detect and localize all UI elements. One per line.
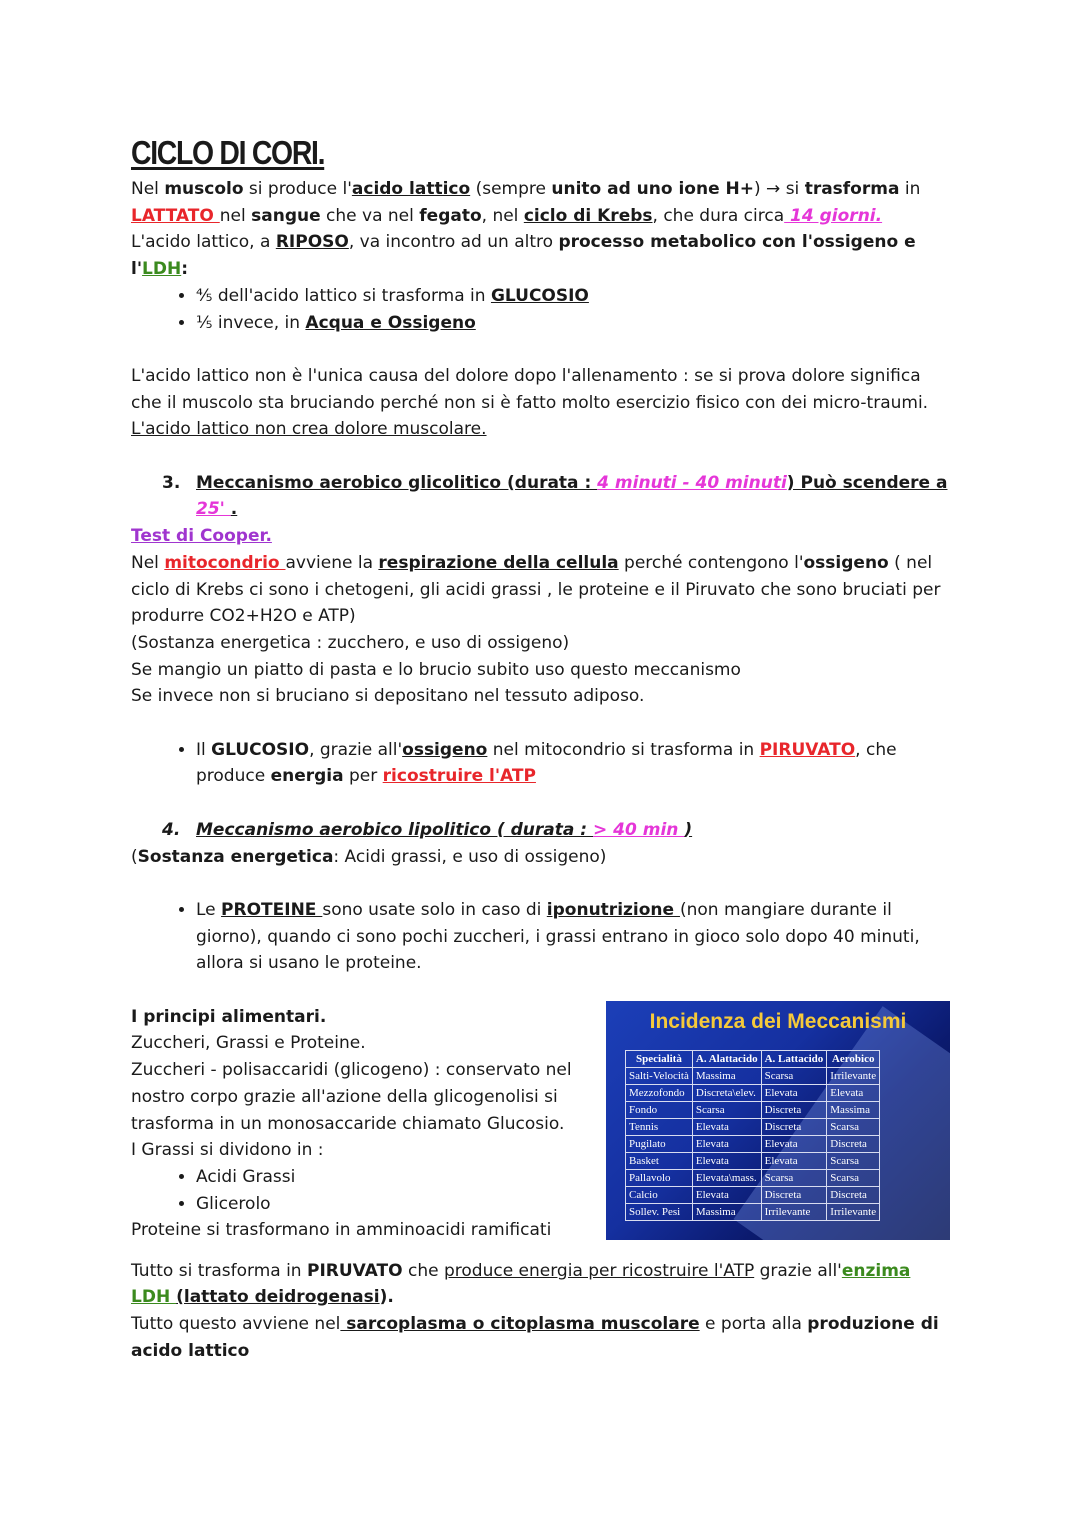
magenta-highlight-text: > 40 min: [593, 819, 685, 840]
text: (Sostanza energetica : zucchero, e uso di ossigeno): [131, 632, 570, 653]
bold-underlined-text: ) Può scendere a: [786, 472, 948, 493]
column-header: Aerobico: [827, 1050, 880, 1067]
text: sono usate solo in caso di: [322, 899, 547, 920]
bold-underlined-text: (lattato deidrogenasi: [176, 1287, 380, 1308]
green-highlight-text: LDH: [142, 259, 182, 280]
magenta-highlight-text: 25': [196, 499, 231, 520]
table-cell: Tennis: [626, 1118, 693, 1135]
text: si produce l': [243, 179, 352, 199]
table-cell: Massima: [692, 1067, 761, 1084]
bold-underlined-text: Acqua e Ossigeno: [305, 312, 476, 333]
table-cell: Sollev. Pesi: [626, 1203, 693, 1220]
table-row: [626, 1186, 880, 1203]
bold-text: ossigeno: [803, 552, 889, 573]
table-cell: Scarsa: [761, 1067, 827, 1084]
text: Zuccheri - polisaccaridi (glicogeno) : conservato nel nostro corpo grazie all'azione della glicogenolisi si trasforma in un monosaccaride chiamato Glucosio.: [131, 1060, 572, 1134]
red-highlight-text: LATTATO: [131, 205, 220, 226]
text: Se mangio un piatto di pasta e lo brucio subito uso questo meccanismo: [131, 659, 741, 680]
bold-text: sangue: [251, 205, 321, 226]
text: , va incontro ad un altro: [348, 232, 559, 253]
meccanismi-table: [625, 1050, 880, 1221]
text: , che produce: [196, 739, 897, 787]
list-item: [196, 737, 951, 790]
table-cell: Fondo: [626, 1101, 693, 1118]
bold-underlined-text: PROTEINE: [221, 899, 323, 920]
cooper-heading: [131, 523, 951, 550]
paragraph-sostanza-lipolitico: [131, 844, 951, 871]
text: L'acido lattico, a: [131, 232, 276, 253]
text: (: [131, 846, 138, 867]
table-cell: Irrilevante: [827, 1067, 880, 1084]
image-title: Incidenza dei Meccanismi: [649, 1009, 907, 1033]
green-highlight-text: enzima: [841, 1260, 911, 1281]
bold-text: :: [181, 259, 189, 280]
bold-text: ).: [379, 1287, 394, 1308]
text: che va nel: [320, 205, 420, 226]
bold-text: GLUCOSIO: [211, 739, 310, 760]
table-row: [626, 1067, 880, 1084]
bold-text: trasforma: [804, 179, 900, 199]
bold-underlined-text: GLUCOSIO: [490, 285, 589, 306]
text: , grazie all': [309, 739, 403, 760]
bold-text: unito ad uno ione H+: [551, 179, 755, 199]
text: (non mangiare durante il giorno), quando ci sono pochi zuccheri, i grassi entrano in gioco solo dopo 40 minuti, allora si usano le proteine.: [196, 899, 920, 974]
red-highlight-text: mitocondrio: [164, 552, 286, 573]
table-cell: Discreta: [761, 1118, 827, 1135]
table-row: [626, 1118, 880, 1135]
list-item: [162, 817, 951, 844]
list-item: [196, 283, 951, 310]
text: e porta alla: [699, 1314, 808, 1335]
text: Nel: [131, 552, 165, 573]
table-cell: Elevata: [692, 1135, 761, 1152]
text: grazie all': [754, 1260, 842, 1281]
text: Tutto si trasforma in: [131, 1260, 307, 1281]
text: Se invece non si bruciano si depositano nel tessuto adiposo.: [131, 686, 645, 707]
bold-underlined-text: .: [230, 499, 238, 520]
table-cell: Basket: [626, 1152, 693, 1169]
text: L'acido lattico non è l'unica causa del dolore dopo l'allenamento : se si prova dolore significa che il muscolo sta bruciando perché non si è fatto molto esercizio fisico con dei micro-traumi.: [131, 365, 929, 413]
list-item: [162, 470, 951, 523]
bold-text: muscolo: [164, 179, 244, 199]
table-cell: Pugilato: [626, 1135, 693, 1152]
principi-section: [131, 1004, 951, 1244]
table-cell: Discreta: [827, 1186, 880, 1203]
table-cell: Salti-Velocità: [626, 1067, 693, 1084]
table-cell: Elevata: [761, 1135, 827, 1152]
bold-underlined-text: Meccanismo aerobico glicolitico (durata :: [196, 472, 598, 493]
bullet-list-grassi: [131, 1164, 601, 1217]
text: ) → si: [754, 179, 805, 199]
text: nel: [219, 205, 252, 226]
bold-text: l': [131, 259, 143, 280]
bold-underlined-text: ): [684, 819, 693, 840]
item-4-aerobico-lipolitico: [131, 817, 951, 844]
table-cell: Scarsa: [761, 1169, 827, 1186]
text: perché contengono l': [618, 552, 804, 573]
bold-underlined-text: RIPOSO: [275, 232, 349, 253]
table-header-row: [626, 1050, 880, 1067]
item-3-aerobico-glicolitico: [131, 470, 951, 523]
list-item: [196, 310, 951, 337]
table-cell: Irrilevante: [827, 1203, 880, 1220]
table-cell: Scarsa: [827, 1169, 880, 1186]
bullet-list-piruvato: [131, 737, 951, 790]
list-item: [196, 897, 951, 977]
table-row: [626, 1169, 880, 1186]
table-cell: Elevata: [692, 1186, 761, 1203]
paragraph-riposo: [131, 229, 951, 282]
text: (sempre: [470, 179, 552, 199]
table-cell: Elevata: [692, 1118, 761, 1135]
underlined-text: L'acido lattico non crea dolore muscolare.: [131, 419, 487, 440]
magenta-highlight-text: 14 giorni.: [784, 205, 883, 226]
table-cell: Pallavolo: [626, 1169, 693, 1186]
purple-highlight-text: Test di Cooper.: [131, 526, 272, 547]
table-row: [626, 1203, 880, 1220]
column-header: A. Alattacido: [692, 1050, 761, 1067]
incidenza-meccanismi-image: [606, 1001, 950, 1240]
paragraph-piruvato-ldh: [131, 1258, 951, 1365]
text: per: [343, 766, 383, 787]
page-title: CICLO DI CORI.: [131, 134, 325, 171]
magenta-highlight-text: 4 minuti - 40 minuti: [597, 472, 787, 493]
table-cell: Discreta\elev.: [692, 1084, 761, 1101]
text: , nel: [481, 205, 524, 226]
column-header: A. Lattacido: [761, 1050, 827, 1067]
text: I Grassi si dividono in :: [131, 1140, 324, 1161]
table-cell: Scarsa: [827, 1152, 880, 1169]
table-cell: Massima: [692, 1203, 761, 1220]
text: ( nel ciclo di Krebs ci sono i chetogeni, gli acidi grassi , le proteine e il Piruvato che sono bruciati per produrre CO2+H2O e ATP): [131, 552, 941, 627]
table-cell: Scarsa: [692, 1101, 761, 1118]
table-cell: Irrilevante: [761, 1203, 827, 1220]
bold-text: Sostanza energetica: [137, 846, 334, 867]
table-cell: Calcio: [626, 1186, 693, 1203]
bold-text: fegato: [419, 205, 482, 226]
bold-underlined-text: acido lattico: [351, 179, 471, 199]
bold-text: energia: [270, 766, 344, 787]
table-cell: Elevata: [827, 1084, 880, 1101]
table-cell: Scarsa: [827, 1118, 880, 1135]
bold-underlined-text: respirazione della cellula: [378, 552, 619, 573]
text: avviene la: [285, 552, 379, 573]
principi-text: [131, 1004, 601, 1244]
bullet-list-glucosio: [131, 283, 951, 336]
green-highlight-text: LDH: [131, 1287, 177, 1308]
text: Le: [196, 899, 222, 920]
list-item: • Acidi Grassi: [196, 1164, 601, 1191]
table-cell: Elevata: [761, 1152, 827, 1169]
list-number: 4.: [162, 819, 181, 840]
red-highlight-text: PIRUVATO: [759, 739, 856, 760]
section-heading: I principi alimentari.: [131, 1006, 327, 1027]
table-cell: Mezzofondo: [626, 1084, 693, 1101]
text: in: [899, 179, 921, 199]
text: ⅘ dell'acido lattico si trasforma in: [196, 285, 491, 306]
table-row: [626, 1135, 880, 1152]
table-row: [626, 1084, 880, 1101]
table-cell: Elevata: [761, 1084, 827, 1101]
text: Proteine si trasformano in amminoacidi ramificati: [131, 1220, 552, 1241]
text: Tutto questo avviene nel: [131, 1314, 341, 1335]
text: : Acidi grassi, e uso di ossigeno): [333, 846, 607, 867]
underlined-text: produce energia per ricostruire l'ATP: [443, 1260, 755, 1281]
table-cell: Massima: [827, 1101, 880, 1118]
red-highlight-text: ricostruire l'ATP: [382, 766, 536, 787]
text: ⅕ invece, in: [196, 312, 306, 333]
bold-text: PIRUVATO: [307, 1260, 403, 1281]
bold-text: processo metabolico con l'ossigeno e: [558, 232, 916, 253]
list-item: • Glicerolo: [196, 1191, 601, 1218]
table-row: [626, 1152, 880, 1169]
list-number: 3.: [162, 472, 181, 493]
table-cell: Elevata: [692, 1152, 761, 1169]
bullet-list-proteine: [131, 897, 951, 977]
table-cell: Discreta: [827, 1135, 880, 1152]
paragraph-acido-lattico: [131, 176, 951, 229]
bold-underlined-text: sarcoplasma o citoplasma muscolare: [340, 1314, 700, 1335]
bold-text: produzione di acido lattico: [131, 1314, 939, 1361]
text: nel mitocondrio si trasforma in: [487, 739, 760, 760]
paragraph-dolore: [131, 363, 951, 443]
text: che: [402, 1260, 444, 1281]
text: , che dura circa: [652, 205, 785, 226]
table-cell: Discreta: [761, 1101, 827, 1118]
table-cell: Elevata\mass.: [692, 1169, 761, 1186]
column-header: Specialità: [626, 1050, 693, 1067]
table-cell: Discreta: [761, 1186, 827, 1203]
bold-underlined-text: iponutrizione: [546, 899, 680, 920]
text: Zuccheri, Grassi e Proteine.: [131, 1033, 366, 1054]
bold-underlined-text: Meccanismo aerobico lipolitico ( durata :: [196, 819, 594, 840]
paragraph-mitocondrio: [131, 550, 951, 710]
text: Nel: [131, 179, 165, 199]
bold-underlined-text: ossigeno: [402, 739, 488, 760]
table-row: [626, 1101, 880, 1118]
bold-underlined-text: ciclo di Krebs: [523, 205, 653, 226]
document-page: [131, 132, 951, 1365]
text: Il: [196, 739, 212, 760]
